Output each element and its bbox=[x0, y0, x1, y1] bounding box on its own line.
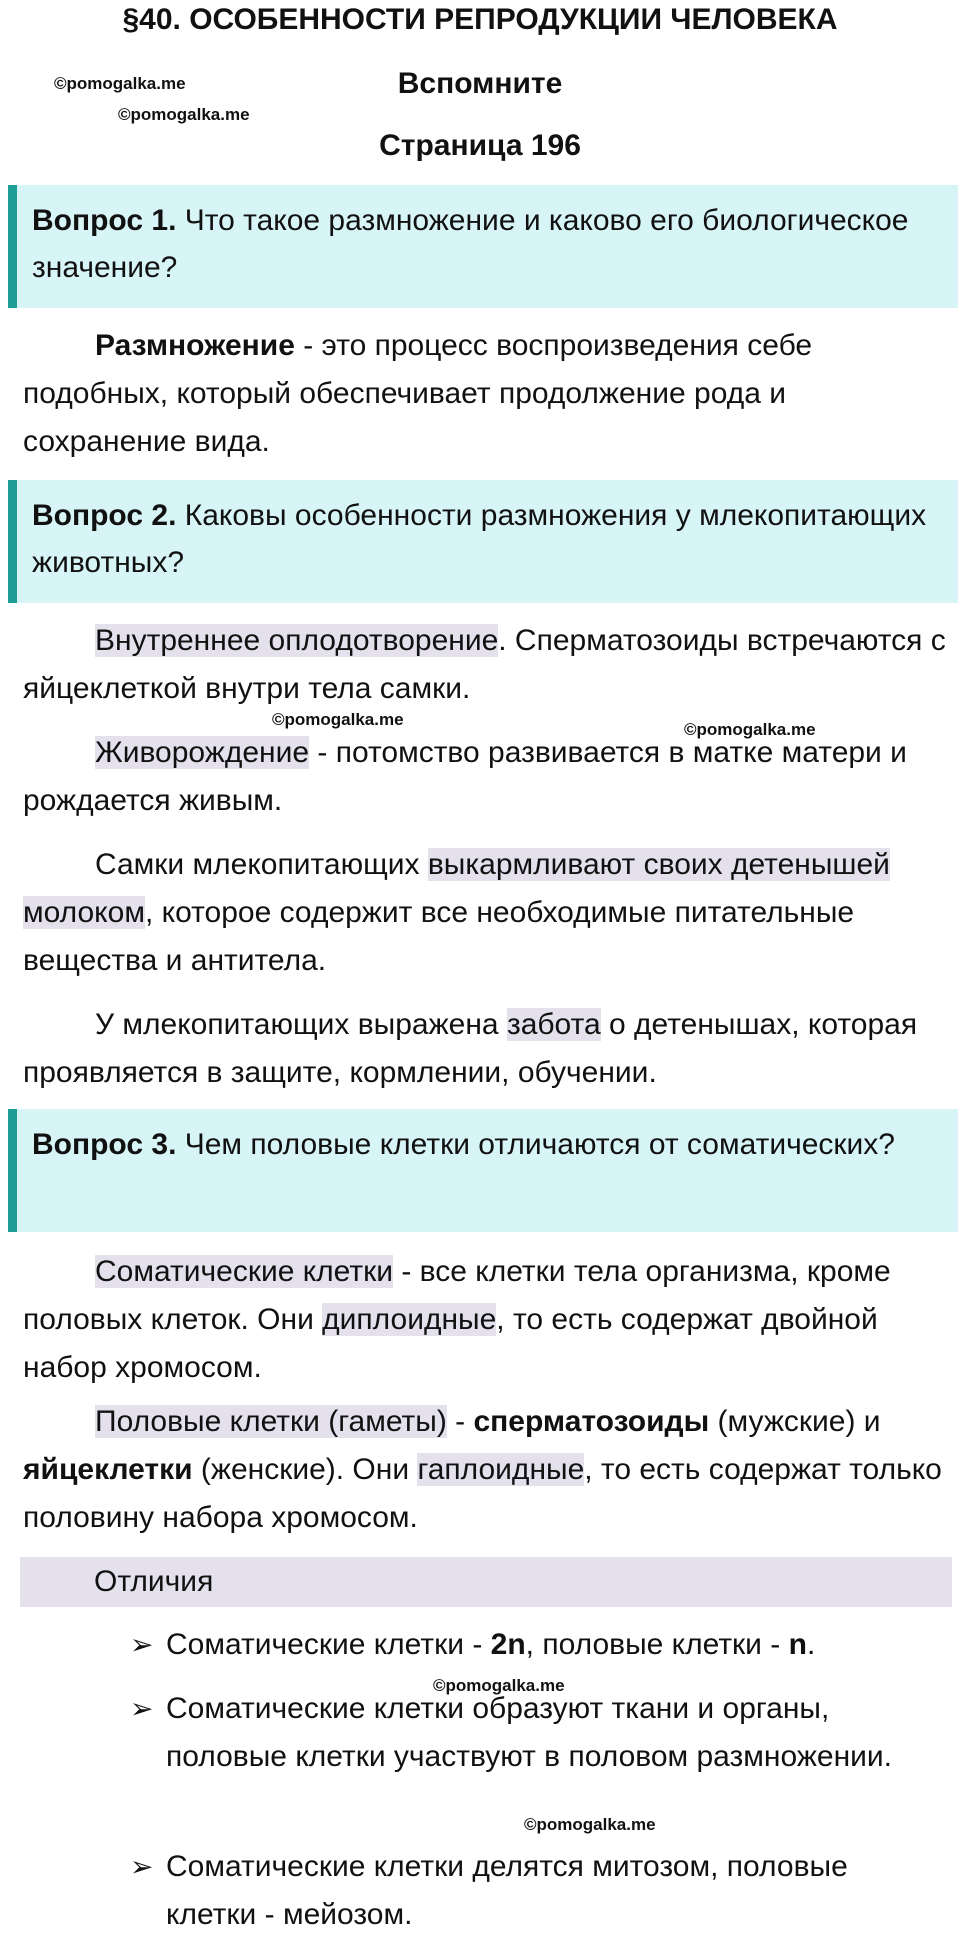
highlight: Живорождение bbox=[95, 736, 310, 769]
question-1-box bbox=[8, 185, 958, 308]
answer-2-paragraph-2: Живорождение - потомство развивается в матке матери и рождается живым. bbox=[23, 736, 907, 817]
highlight: Половые клетки (гаметы) bbox=[95, 1405, 447, 1438]
question-text: Что такое размножение и каково его биологическое значение? bbox=[32, 204, 909, 284]
term: яйцеклетки bbox=[23, 1453, 193, 1486]
page-title: §40. ОСОБЕННОСТИ РЕПРОДУКЦИИ ЧЕЛОВЕКА bbox=[122, 3, 838, 36]
list-item: ➢ Соматические клетки образуют ткани и органы, половые клетки участвуют в половом размножении. bbox=[130, 1685, 930, 1781]
highlight: Внутреннее оплодотворение bbox=[95, 624, 499, 657]
watermark: ©pomogalka.me bbox=[118, 105, 250, 124]
list-item: ➢ Соматические клетки - 2n, половые клетки - n. bbox=[130, 1621, 930, 1669]
answer-2-paragraph-3: Самки млекопитающих выкармливают своих детенышей молоком, которое содержит все необходимые питательные вещества и антитела. bbox=[23, 848, 890, 977]
list-item: ➢ Соматические клетки делятся митозом, половые клетки - мейозом. bbox=[130, 1843, 930, 1939]
question-label: Вопрос 3. bbox=[32, 1128, 177, 1161]
watermark: ©pomogalka.me bbox=[524, 1815, 656, 1834]
answer-1-paragraph: Размножение - это процесс воспроизведения себе подобных, который обеспечивает продолжение рода и сохранение вида. bbox=[23, 329, 813, 458]
term: Размножение bbox=[95, 329, 295, 362]
question-2-box bbox=[8, 480, 958, 603]
answer-3-paragraph-2: Половые клетки (гаметы) - сперматозоиды (мужские) и яйцеклетки (женские). Они гаплоидные, то есть содержат только половину набора хромосом. bbox=[23, 1405, 942, 1534]
question-label: Вопрос 1. bbox=[32, 204, 177, 237]
arrow-bullet-icon: ➢ bbox=[130, 1851, 154, 1882]
answer-2-paragraph-4: У млекопитающих выражена забота о детенышах, которая проявляется в защите, кормлении, обучении. bbox=[23, 1008, 918, 1089]
watermark: ©pomogalka.me bbox=[54, 74, 186, 93]
highlight: выкармливают своих детенышей молоком bbox=[23, 848, 890, 929]
arrow-bullet-icon: ➢ bbox=[130, 1629, 154, 1660]
highlight: диплоидные bbox=[322, 1303, 497, 1336]
question-text: Чем половые клетки отличаются от соматических? bbox=[176, 1128, 895, 1161]
question-3-box bbox=[8, 1109, 958, 1232]
question-text: Каковы особенности размножения у млекопитающих животных? bbox=[32, 499, 927, 579]
watermark: ©pomogalka.me bbox=[272, 710, 404, 729]
highlight: забота bbox=[506, 1008, 601, 1041]
highlight: Соматические клетки bbox=[95, 1255, 393, 1288]
section-subtitle: Вспомните bbox=[397, 67, 563, 100]
question-label: Вопрос 2. bbox=[32, 499, 177, 532]
arrow-bullet-icon: ➢ bbox=[130, 1693, 154, 1724]
answer-3-paragraph-1: Соматические клетки - все клетки тела организма, кроме половых клеток. Они диплоидные, то есть содержат двойной набор хромосом. bbox=[23, 1255, 891, 1384]
answer-2-paragraph-1: Внутреннее оплодотворение. Сперматозоиды встречаются с яйцеклеткой внутри тела самки. bbox=[23, 624, 946, 705]
page-number-heading: Страница 196 bbox=[379, 129, 581, 162]
watermark: ©pomogalka.me bbox=[684, 720, 816, 739]
highlight: гаплоидные bbox=[417, 1453, 585, 1486]
term: сперматозоиды bbox=[473, 1405, 710, 1438]
watermark: ©pomogalka.me bbox=[433, 1676, 565, 1695]
differences-heading: Отличия bbox=[20, 1557, 952, 1607]
